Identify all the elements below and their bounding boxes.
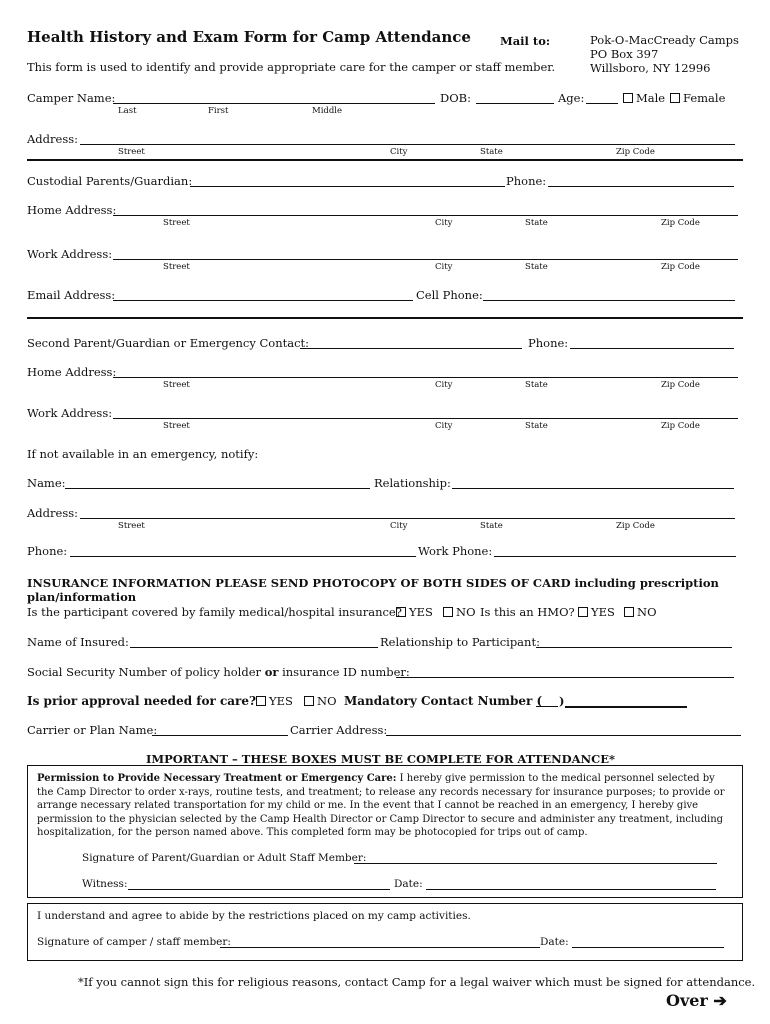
caption-middle: Middle: [312, 106, 343, 116]
over-label: Over: [666, 991, 708, 1010]
parent1-cell-label: Cell Phone:: [416, 288, 483, 302]
parent2-home-label: Home Address:: [27, 365, 117, 379]
ssn-label: [27, 665, 410, 679]
caption-first: First: [208, 106, 229, 116]
caption-city: City: [435, 218, 453, 228]
insurance-covered-question: Is the participant covered by family medical/hospital insurance?: [27, 605, 402, 619]
camper-name-field[interactable]: [113, 103, 435, 104]
caption-zip: Zip Code: [616, 147, 655, 157]
caption-state: State: [525, 421, 548, 431]
hmo-no-option[interactable]: [624, 605, 657, 619]
male-checkbox[interactable]: [623, 93, 633, 103]
caption-street: Street: [163, 218, 190, 228]
parent1-name-field[interactable]: [190, 186, 505, 187]
male-option[interactable]: [623, 91, 665, 105]
caption-zip: Zip Code: [661, 421, 700, 431]
parent1-phone-field[interactable]: [548, 186, 734, 187]
dob-field[interactable]: [476, 103, 554, 104]
age-field[interactable]: [586, 103, 618, 104]
footer-note: *If you cannot sign this for religious reasons, contact Camp for a legal waiver which must be signed for attendance.: [78, 975, 756, 989]
camper-signature-field[interactable]: [220, 947, 540, 948]
section-divider: [27, 317, 743, 319]
hmo-yes-checkbox[interactable]: [578, 607, 588, 617]
approval-yes-option[interactable]: [256, 694, 293, 708]
insurance-heading-line1: INSURANCE INFORMATION PLEASE SEND PHOTOCOPY OF BOTH SIDES OF CARD including prescription: [27, 576, 719, 590]
important-heading: IMPORTANT – THESE BOXES MUST BE COMPLETE FOR ATTENDANCE*: [146, 752, 616, 766]
hmo-yes-option[interactable]: [578, 605, 615, 619]
emergency-relationship-field[interactable]: [452, 488, 734, 489]
caption-last: Last: [118, 106, 137, 116]
over-indicator: [666, 991, 727, 1010]
carrier-address-field[interactable]: [386, 735, 741, 736]
parent1-phone-label: Phone:: [506, 174, 547, 188]
covered-yes-label: YES: [409, 605, 433, 619]
caption-state: State: [525, 262, 548, 272]
insured-relationship-label: Relationship to Participant:: [380, 635, 540, 649]
address-line-1: Pok-O-MacCready Camps: [590, 33, 739, 47]
caption-street: Street: [118, 521, 145, 531]
permission-text: I hereby give permission to the medical personnel selected by the Camp Director to order x-rays, routine tests, and treatment; to release any records necessary for insurance purposes; to provide or arrange necessary related transportation for my child or me. In the event that I cannot be reached in an emergency, I hereby give permission to the physician selected by the Camp Health Director or Camp Director to secure and administer any treatment, including hospitalization, for the person named above. This completed form may be photocopied for trips out of camp.: [37, 773, 725, 838]
permission-paragraph: [37, 772, 727, 840]
address-line-3: Willsboro, NY 12996: [590, 61, 711, 75]
approval-no-checkbox[interactable]: [304, 696, 314, 706]
covered-yes-option[interactable]: [396, 605, 433, 619]
female-option[interactable]: [670, 91, 725, 105]
camper-signature-label: Signature of camper / staff member:: [37, 936, 231, 948]
approval-yes-checkbox[interactable]: [256, 696, 266, 706]
ssn-or: or: [264, 665, 279, 679]
hmo-no-label: NO: [637, 605, 657, 619]
permission-title: Permission to Provide Necessary Treatment or Emergency Care:: [37, 773, 397, 784]
parent1-home-field[interactable]: [113, 215, 738, 216]
camper-date-field[interactable]: [572, 947, 724, 948]
approval-no-option[interactable]: [304, 694, 337, 708]
male-label: Male: [636, 91, 666, 105]
emergency-phone-label: Phone:: [27, 544, 68, 558]
parent1-home-label: Home Address:: [27, 203, 117, 217]
ssn-label-b: insurance ID number:: [282, 665, 410, 679]
page-title: Health History and Exam Form for Camp Attendance: [27, 28, 471, 46]
caption-state: State: [525, 380, 548, 390]
parent2-phone-field[interactable]: [570, 348, 734, 349]
dob-label: DOB:: [440, 91, 471, 105]
female-label: Female: [683, 91, 726, 105]
hmo-no-checkbox[interactable]: [624, 607, 634, 617]
parent1-label: Custodial Parents/Guardian:: [27, 174, 193, 188]
age-label: Age:: [558, 91, 585, 105]
caption-city: City: [435, 262, 453, 272]
camper-date-label: Date:: [540, 936, 569, 948]
parent1-email-label: Email Address:: [27, 288, 116, 302]
parent2-home-field[interactable]: [113, 377, 738, 378]
mandatory-contact-label: Mandatory Contact Number (: [344, 694, 543, 708]
covered-yes-checkbox[interactable]: [396, 607, 406, 617]
emergency-name-label: Name:: [27, 476, 66, 490]
parent-signature-field[interactable]: [354, 863, 717, 864]
agreement-text: I understand and agree to abide by the restrictions placed on my camp activities.: [37, 910, 471, 922]
caption-zip: Zip Code: [661, 218, 700, 228]
mandatory-close-paren: ): [559, 694, 565, 708]
arrow-right-icon: ➔: [713, 991, 727, 1010]
witness-date-label: Date:: [394, 878, 423, 890]
caption-city: City: [390, 521, 408, 531]
approval-yes-label: YES: [269, 694, 293, 708]
insured-relationship-field[interactable]: [536, 647, 732, 648]
emergency-name-field[interactable]: [65, 488, 370, 489]
ssn-field[interactable]: [396, 677, 734, 678]
camper-name-label: Camper Name:: [27, 91, 116, 105]
hmo-yes-label: YES: [591, 605, 615, 619]
form-subtitle: This form is used to identify and provide appropriate care for the camper or staff member.: [27, 60, 556, 74]
approval-no-label: NO: [317, 694, 337, 708]
insurance-heading-line2: plan/information: [27, 590, 137, 604]
mandatory-area-code-field[interactable]: [536, 706, 558, 707]
carrier-name-field[interactable]: [152, 735, 288, 736]
emergency-intro: If not available in an emergency, notify:: [27, 447, 259, 461]
carrier-address-label: Carrier Address:: [290, 723, 388, 737]
address-line-2: PO Box 397: [590, 47, 659, 61]
agreement-box: [27, 903, 743, 961]
permission-box: [27, 765, 743, 898]
camper-address-field[interactable]: [80, 144, 735, 145]
witness-date-field[interactable]: [426, 889, 716, 890]
caption-city: City: [390, 147, 408, 157]
caption-city: City: [435, 380, 453, 390]
ssn-label-a: Social Security Number of policy holder: [27, 665, 262, 679]
parent1-email-field[interactable]: [113, 300, 413, 301]
carrier-name-label: Carrier or Plan Name:: [27, 723, 158, 737]
emergency-work-phone-field[interactable]: [494, 556, 736, 557]
caption-state: State: [480, 521, 503, 531]
parent2-work-label: Work Address:: [27, 406, 113, 420]
parent-signature-label: Signature of Parent/Guardian or Adult Staff Member:: [82, 852, 367, 864]
caption-city: City: [435, 421, 453, 431]
caption-street: Street: [118, 147, 145, 157]
female-checkbox[interactable]: [670, 93, 680, 103]
caption-street: Street: [163, 380, 190, 390]
emergency-phone-field[interactable]: [70, 556, 416, 557]
caption-zip: Zip Code: [616, 521, 655, 531]
insured-name-label: Name of Insured:: [27, 635, 129, 649]
mandatory-contact-field[interactable]: [565, 706, 687, 708]
witness-field[interactable]: [128, 889, 390, 890]
parent2-name-field[interactable]: [300, 348, 522, 349]
covered-no-label: NO: [456, 605, 476, 619]
parent2-phone-label: Phone:: [528, 336, 569, 350]
caption-zip: Zip Code: [661, 380, 700, 390]
parent2-work-field[interactable]: [113, 418, 738, 419]
camper-address-label: Address:: [27, 132, 79, 146]
hmo-question: Is this an HMO?: [480, 605, 575, 619]
approval-question: Is prior approval needed for care?: [27, 694, 257, 708]
covered-no-option[interactable]: [443, 605, 476, 619]
caption-street: Street: [163, 421, 190, 431]
emergency-address-field[interactable]: [80, 518, 735, 519]
emergency-work-phone-label: Work Phone:: [418, 544, 493, 558]
covered-no-checkbox[interactable]: [443, 607, 453, 617]
section-divider: [27, 159, 743, 161]
parent1-work-field[interactable]: [113, 259, 738, 260]
parent1-cell-field[interactable]: [483, 300, 735, 301]
parent2-label: Second Parent/Guardian or Emergency Contact:: [27, 336, 310, 350]
mail-to-label: Mail to:: [500, 34, 551, 48]
parent1-work-label: Work Address:: [27, 247, 113, 261]
witness-label: Witness:: [82, 878, 128, 890]
caption-street: Street: [163, 262, 190, 272]
emergency-relationship-label: Relationship:: [374, 476, 451, 490]
mail-address: [590, 33, 739, 75]
caption-state: State: [525, 218, 548, 228]
caption-zip: Zip Code: [661, 262, 700, 272]
insured-name-field[interactable]: [130, 647, 378, 648]
caption-state: State: [480, 147, 503, 157]
emergency-address-label: Address:: [27, 506, 79, 520]
